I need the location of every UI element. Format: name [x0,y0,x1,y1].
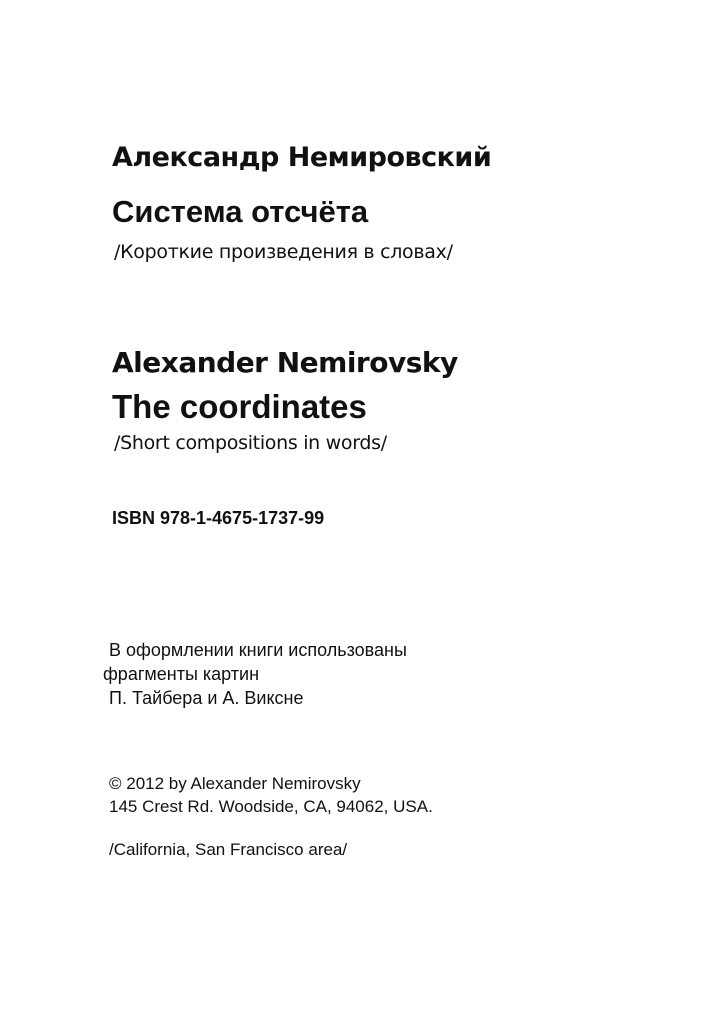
copyright-notice: © 2012 by Alexander Nemirovsky [109,774,361,793]
russian-author: Александр Немировский [112,142,492,173]
credits-line-1: В оформлении книги использованы [109,640,407,660]
publisher-address: 145 Crest Rd. Woodside, CA, 94062, USA. [109,797,433,816]
english-subtitle: /Short compositions in words/ [114,432,387,454]
english-author: Alexander Nemirovsky [112,346,458,379]
russian-subtitle: /Короткие произведения в словах/ [114,241,453,263]
publisher-region: /California, San Francisco area/ [109,840,348,859]
credits-line-3: П. Тайбера и А. Виксне [109,688,304,708]
isbn: ISBN 978-1-4675-1737-99 [112,508,325,528]
credits-line-2: фрагменты картин [103,664,260,684]
english-title: The coordinates [112,388,367,425]
russian-title: Система отсчёта [112,194,369,229]
